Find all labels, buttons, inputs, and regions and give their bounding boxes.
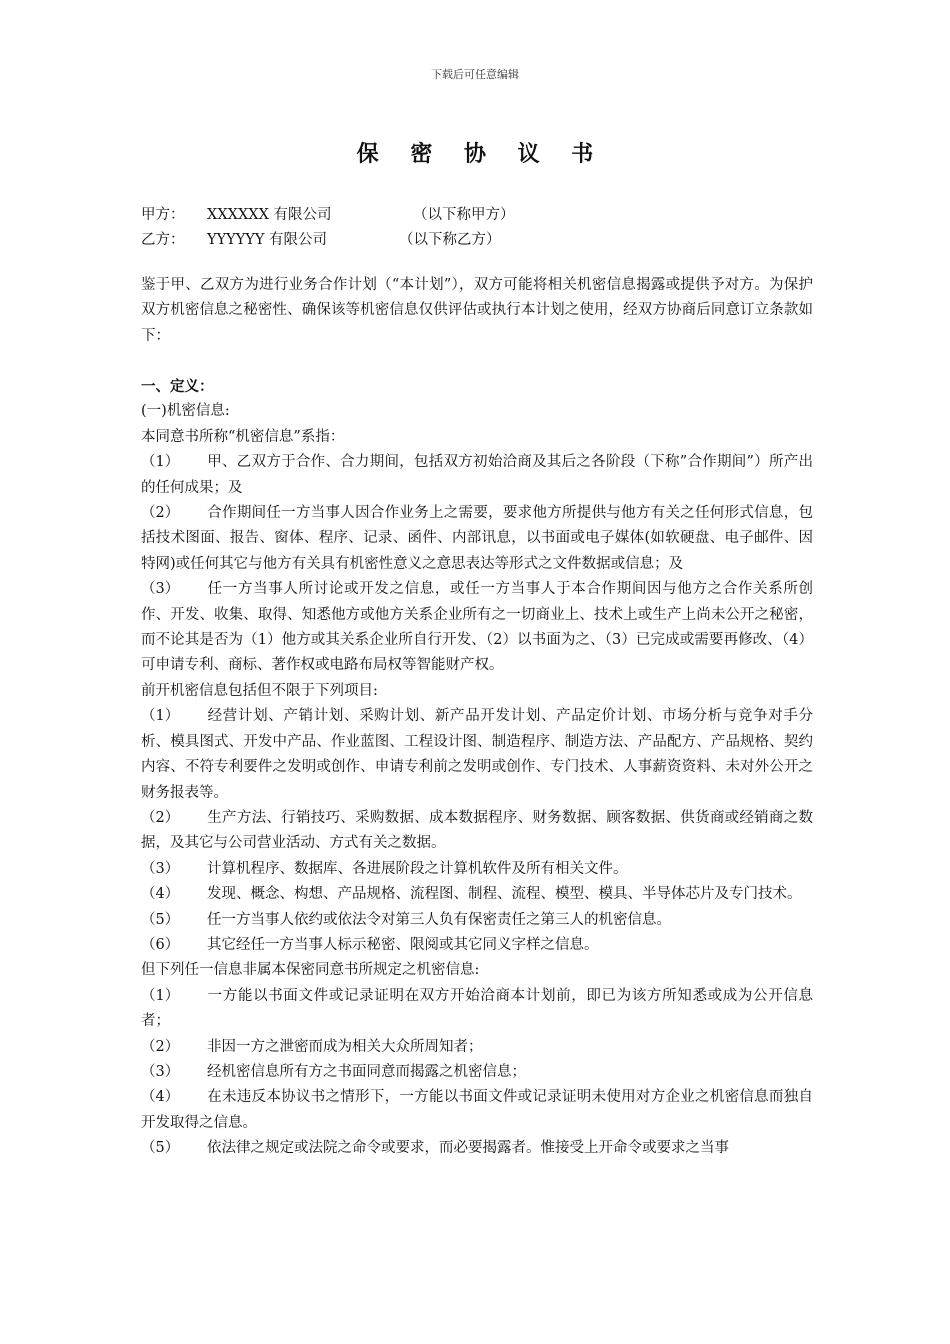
item-text: 生产方法、行销技巧、采购数据、成本数据程序、财务数据、顾客数据、供货商或经销商之数据，及其它与公司营业活动、方式有关之数据。 xyxy=(141,809,813,852)
item-text: 发现、概念、构想、产品规格、流程图、制程、流程、模型、模具、半导体芯片及专门技术。 xyxy=(207,886,802,903)
party-b-name: YYYYYY 有限公司 xyxy=(207,232,328,248)
list-item xyxy=(141,806,813,857)
preamble-block xyxy=(141,273,813,349)
exclusion-item xyxy=(141,1136,813,1161)
item-number: （1） xyxy=(141,454,180,471)
list-intro: 前开机密信息包括但不限于下列项目: xyxy=(141,682,378,699)
list-item xyxy=(141,857,813,882)
item-text: 甲、乙双方于合作、合力期间，包括双方初始洽商及其后之各阶段（下称”合作期间”）所产出的任何成果；及 xyxy=(141,454,813,496)
item-number: （2） xyxy=(141,1038,180,1055)
party-b-role: 乙方： xyxy=(141,232,185,248)
party-a-name: XXXXXX 有限公司 xyxy=(207,207,332,223)
item-number: （3） xyxy=(141,860,180,877)
item-text: 任一方当事人所讨论或开发之信息，或任一方当事人于本合作期间因与他方之合作关系所创作、开发、收集、取得、知悉他方或他方关系企业所有之一切商业上、技术上或生产上尚未公开之秘密，而不论其是否为（1）他方或其关系企业所自行开发、（2）以书面为之、（3）已完成或需要再修改、（4）可申请专利、商标、著作权或电路布局权等智能财产权。 xyxy=(141,581,813,674)
item-text: 任一方当事人依约或依法令对第三人负有保密责任之第三人的机密信息。 xyxy=(207,911,671,928)
section-title: 一、定义： xyxy=(141,378,214,395)
item-number: （5） xyxy=(141,1140,180,1157)
exclusion-item xyxy=(141,1060,813,1085)
item-number: （1） xyxy=(141,708,180,725)
definition-item xyxy=(141,501,813,577)
header-note: 下载后可任意编辑 xyxy=(431,68,519,81)
exclusion-item xyxy=(141,1085,813,1136)
section-subtitle: (一)机密信息: xyxy=(141,403,230,420)
list-item xyxy=(141,908,813,933)
party-a-role: 甲方： xyxy=(141,207,185,223)
exclusion-item xyxy=(141,1035,813,1060)
item-number: （1） xyxy=(141,987,180,1004)
party-a-alias: （以下称甲方） xyxy=(413,207,515,223)
item-number: （5） xyxy=(141,911,180,928)
exclusion-intro: 但下列任一信息非属本保密同意书所规定之机密信息: xyxy=(141,962,480,979)
list-item xyxy=(141,882,813,907)
list-item xyxy=(141,933,813,958)
item-text: 在未违反本协议书之情形下，一方能以书面文件或记录证明未使用对方企业之机密信息而独自开发取得之信息。 xyxy=(141,1089,813,1131)
item-text: 非因一方之泄密而成为相关大众所周知者； xyxy=(207,1038,483,1055)
item-number: （2） xyxy=(141,809,180,826)
definition-item xyxy=(141,577,813,679)
document-title: 保 密 协 议 书 xyxy=(356,141,606,167)
item-number: （3） xyxy=(141,1063,180,1080)
item-text: 一方能以书面文件或记录证明在双方开始洽商本计划前，即已为该方所知悉或成为公开信息者； xyxy=(141,987,813,1030)
item-text: 其它经任一方当事人标示秘密、限阅或其它同义字样之信息。 xyxy=(207,936,599,953)
item-number: （2） xyxy=(141,505,180,522)
item-text: 经机密信息所有方之书面同意而揭露之机密信息； xyxy=(207,1063,526,1080)
item-number: （3） xyxy=(141,581,180,598)
definition-item xyxy=(141,450,813,501)
list-item xyxy=(141,704,813,806)
item-text: 经营计划、产销计划、采购计划、新产品开发计划、产品定价计划、市场分析与竞争对手分析、模具图式、开发中产品、作业蓝图、工程设计图、制造程序、制造方法、产品配方、产品规格、契约内容、不符专利要件之发明或创作、申请专利前之发明或创作、专门技术、人事薪资资料、未对外公开之财务报表等。 xyxy=(141,708,813,801)
party-b-alias: （以下称乙方） xyxy=(399,232,501,248)
item-number: （4） xyxy=(141,886,180,903)
section-definitions xyxy=(141,374,813,1162)
item-number: （6） xyxy=(141,936,180,953)
preamble: 鉴于甲、乙双方为进行业务合作计划（“本计划”），双方可能将相关机密信息揭露或提供予对方。为保护双方机密信息之秘密性、确保该等机密信息仅供评估或执行本计划之使用，经双方协商后同意订立条款如下： xyxy=(141,277,813,344)
item-text: 依法律之规定或法院之命令或要求，而必要揭露者。惟接受上开命令或要求之当事 xyxy=(207,1140,729,1157)
item-text: 合作期间任一方当事人因合作业务上之需要，要求他方所提供与他方有关之任何形式信息，包括技术图面、报告、窗体、程序、记录、函件、内部讯息，以书面或电子媒体(如软硬盘、电子邮件、因特网)或任何其它与他方有关具有机密性意义之意思表达等形式之文件数据或信息；及 xyxy=(141,505,813,572)
item-text: 计算机程序、数据库、各进展阶段之计算机软件及所有相关文件。 xyxy=(207,860,628,877)
item-number: （4） xyxy=(141,1089,180,1106)
definition-intro: 本同意书所称“机密信息”系指： xyxy=(141,428,345,445)
exclusion-item xyxy=(141,984,813,1035)
